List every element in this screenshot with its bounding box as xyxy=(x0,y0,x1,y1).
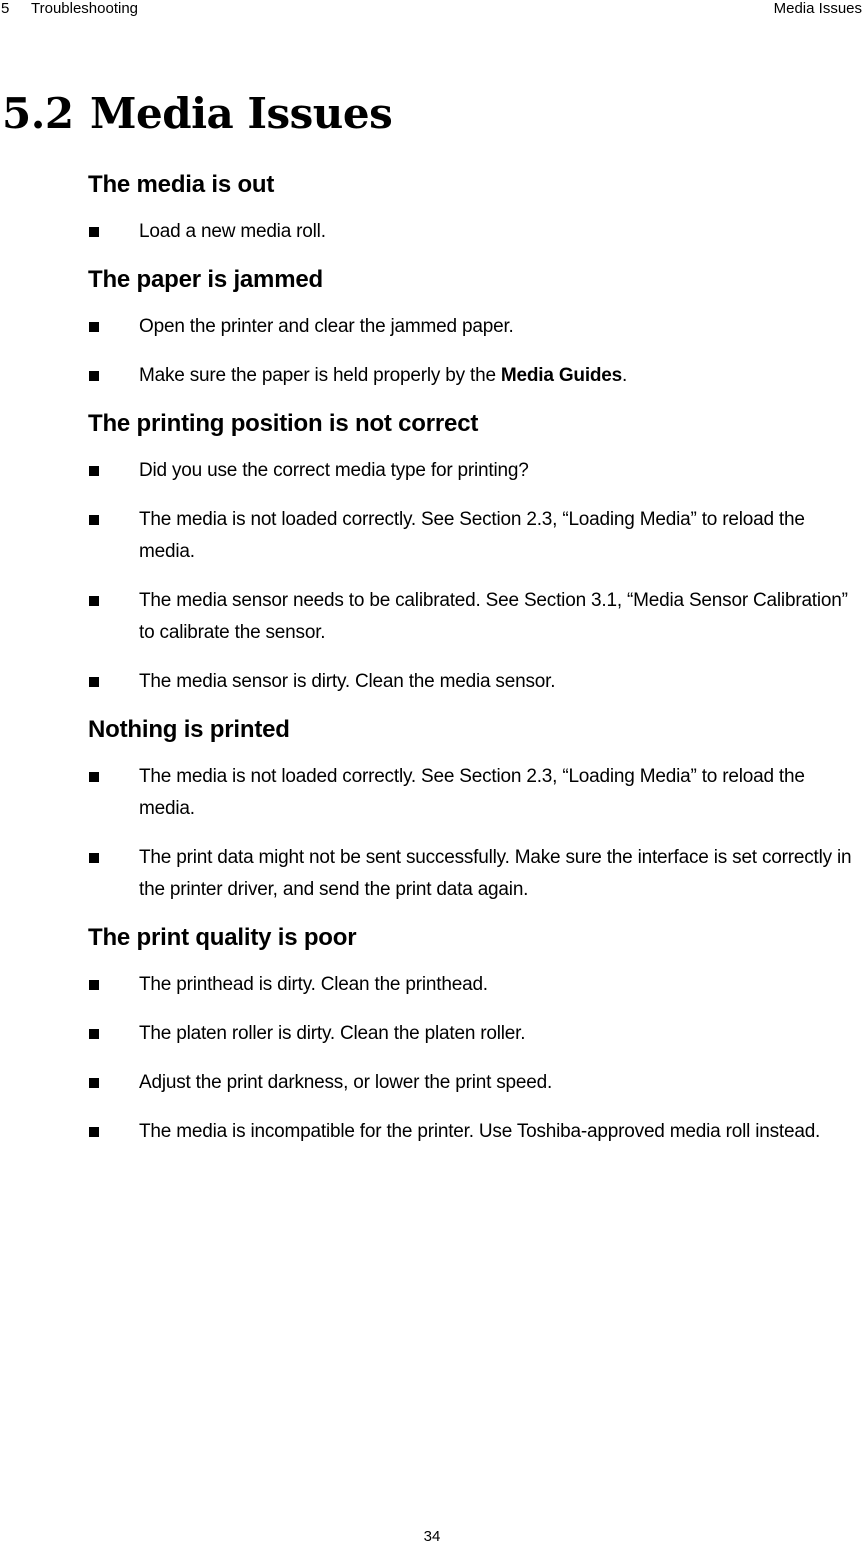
issue-printing-position xyxy=(88,409,864,698)
list-item-text: Did you use the correct media type for printing? xyxy=(139,460,529,481)
list-item xyxy=(88,842,864,906)
issue-heading: The printing position is not correct xyxy=(88,410,479,437)
list-item-text xyxy=(139,360,864,392)
list-item-text: Adjust the print darkness, or lower the print speed. xyxy=(139,1072,553,1093)
running-header xyxy=(0,0,864,24)
issue-heading: The print quality is poor xyxy=(88,924,357,951)
square-bullet-icon xyxy=(88,504,139,536)
list-item xyxy=(88,504,864,568)
square-bullet-icon xyxy=(88,666,139,698)
list-item xyxy=(88,311,864,343)
square-bullet-icon xyxy=(88,761,139,793)
list-item-text: The media sensor is dirty. Clean the media sensor. xyxy=(139,671,556,692)
section-title-text: Media Issues xyxy=(90,89,393,138)
list-item xyxy=(88,360,864,392)
list-item-text-part: . xyxy=(622,365,628,386)
list-item-text: The print data might not be sent successfully. Make sure the interface is set correctly in the printer driver, and send the print data again. xyxy=(139,847,852,900)
square-bullet-icon xyxy=(88,842,139,874)
running-header-section: Media Issues xyxy=(773,0,862,17)
list-item xyxy=(88,761,864,825)
list-item-text: The media is not loaded correctly. See Section 2.3, “Loading Media” to reload the media. xyxy=(139,766,805,819)
page-number: 34 xyxy=(423,1528,441,1545)
issue-print-quality xyxy=(88,923,864,1148)
list-item-text: The printhead is dirty. Clean the printhead. xyxy=(139,974,488,995)
issue-heading: The media is out xyxy=(88,171,275,198)
list-item-text: The platen roller is dirty. Clean the platen roller. xyxy=(139,1023,526,1044)
square-bullet-icon xyxy=(88,455,139,487)
chapter-title: Troubleshooting xyxy=(31,0,139,17)
section-title xyxy=(2,84,392,144)
section-number: 5.2 xyxy=(2,89,74,138)
square-bullet-icon xyxy=(88,216,139,248)
issue-media-out xyxy=(88,170,864,248)
list-item xyxy=(88,1116,864,1148)
chapter-number: 5 xyxy=(1,0,10,17)
issue-heading: Nothing is printed xyxy=(88,716,290,743)
running-header-chapter xyxy=(1,0,138,17)
issue-paper-jammed xyxy=(88,265,864,392)
list-item xyxy=(88,216,864,248)
list-item-text: Open the printer and clear the jammed paper. xyxy=(139,316,514,337)
square-bullet-icon xyxy=(88,1116,139,1148)
square-bullet-icon xyxy=(88,311,139,343)
list-item xyxy=(88,1018,864,1050)
list-item-text: The media is incompatible for the printer. Use Toshiba-approved media roll instead. xyxy=(139,1121,821,1142)
list-item-text: The media sensor needs to be calibrated. See Section 3.1, “Media Sensor Calibration” to calibrate the sensor. xyxy=(139,590,848,643)
list-item xyxy=(88,1067,864,1099)
square-bullet-icon xyxy=(88,969,139,1001)
media-guides-term: Media Guides xyxy=(500,365,623,386)
list-item xyxy=(88,666,864,698)
list-item xyxy=(88,969,864,1001)
square-bullet-icon xyxy=(88,1067,139,1099)
issue-heading: The paper is jammed xyxy=(88,266,323,293)
list-item-text-part: Make sure the paper is held properly by the xyxy=(139,365,501,386)
issue-nothing-printed xyxy=(88,715,864,906)
square-bullet-icon xyxy=(88,585,139,617)
square-bullet-icon xyxy=(88,360,139,392)
list-item-text: The media is not loaded correctly. See Section 2.3, “Loading Media” to reload the media. xyxy=(139,509,805,562)
square-bullet-icon xyxy=(88,1018,139,1050)
list-item xyxy=(88,455,864,487)
list-item xyxy=(88,585,864,649)
content xyxy=(88,170,864,1165)
list-item-text: Load a new media roll. xyxy=(139,221,326,242)
